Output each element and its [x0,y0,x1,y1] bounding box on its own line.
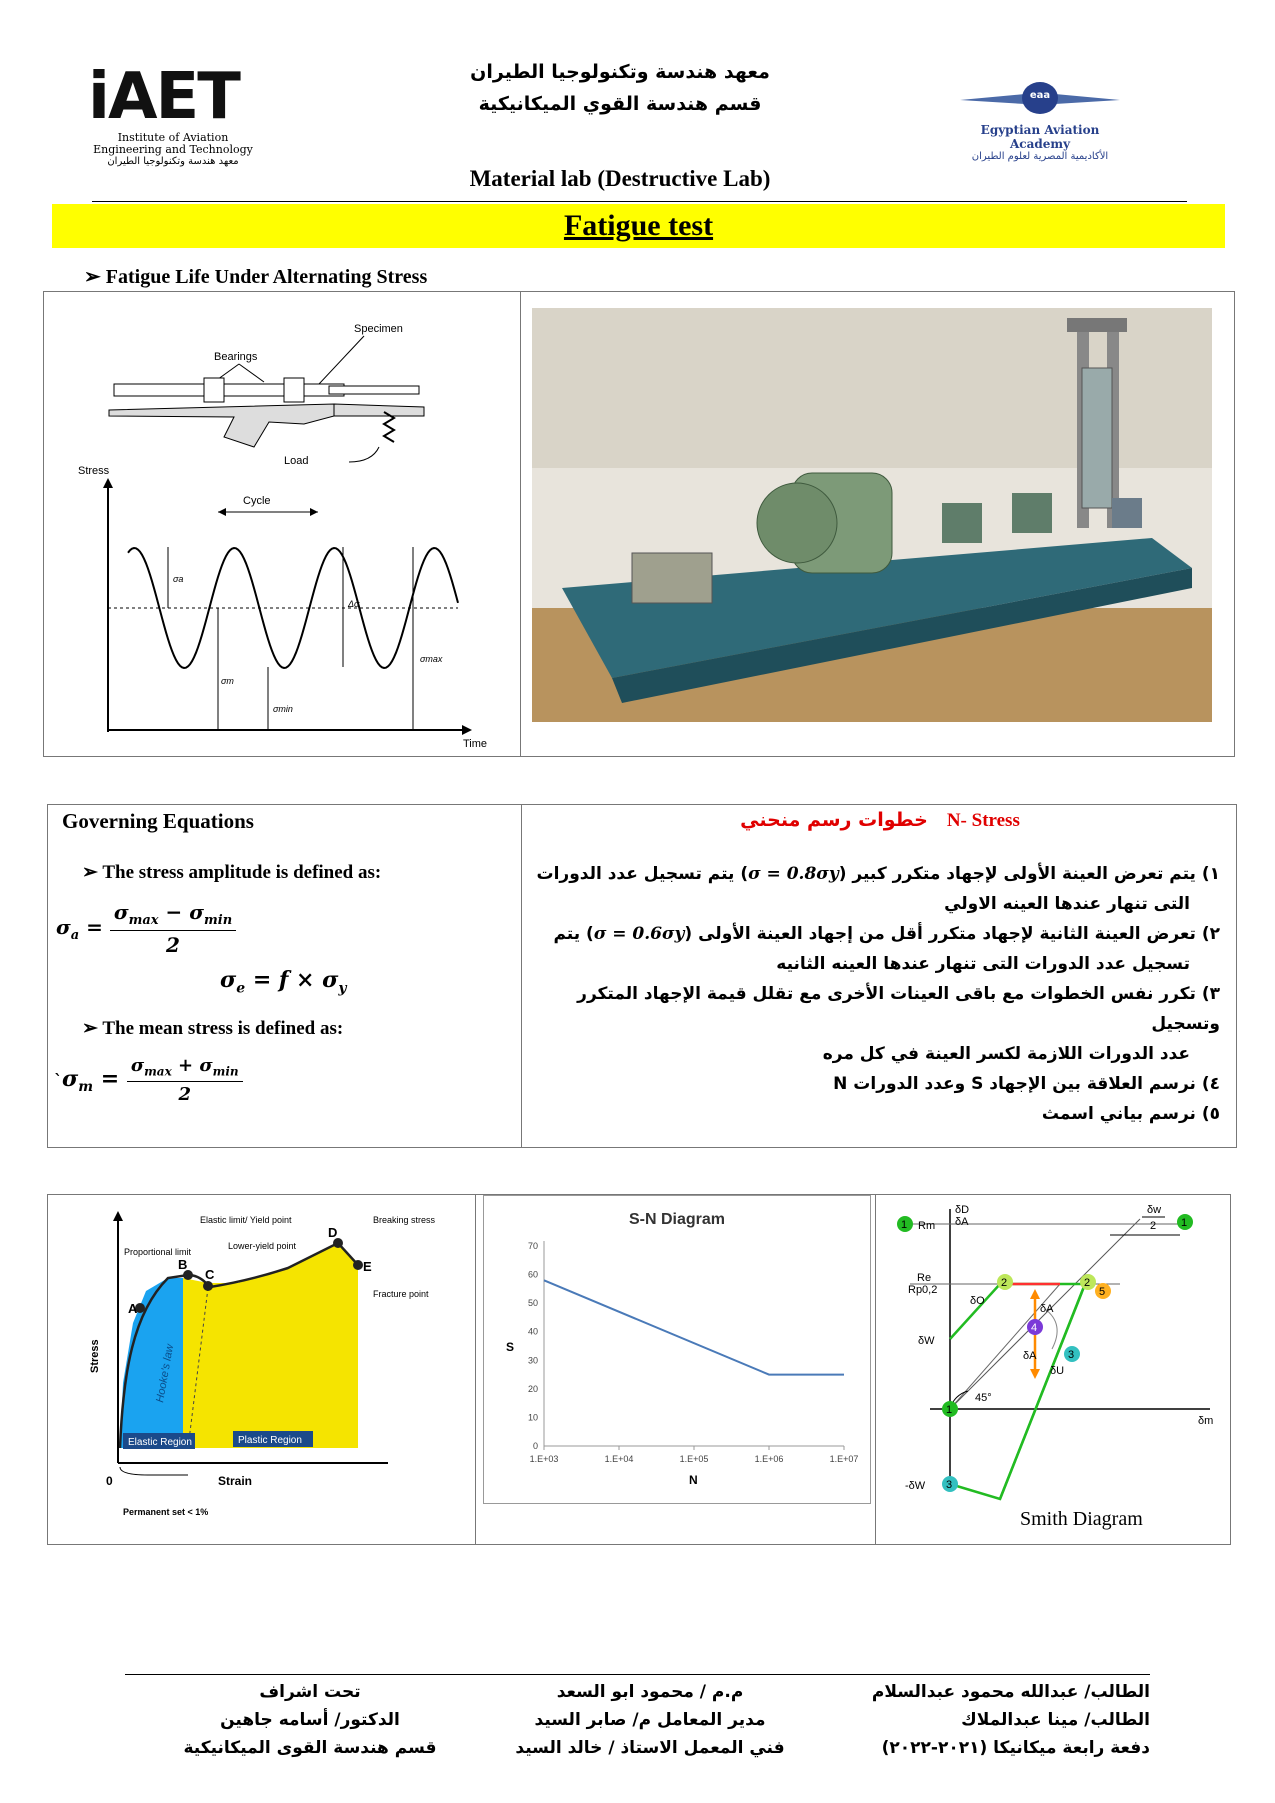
logo-mark: iAET [88,60,239,134]
breaking-stress-label: Breaking stress [373,1215,436,1225]
bearings-label: Bearings [214,351,258,363]
permanent-set-label: Permanent set < 1% [123,1507,209,1517]
specimen-label: Specimen [354,323,403,335]
sn-chart [484,1196,870,1503]
delta-a2-label: δA [1023,1350,1037,1362]
bullet-arrow-icon: ➢ [82,862,98,883]
x-axis-label: N [689,1473,698,1487]
header-rule [92,201,1187,202]
point-d: D [328,1225,338,1240]
supervisor-dept: قسم هندسة القوى الميكانيكية [183,1738,437,1758]
amplitude-equation: $\sigma_a$ = $\frac{\sigma_{max} - \sigma_{min}}{2}$ [56,900,236,957]
half-dw-num: δw [1147,1204,1162,1216]
angle-label: 45° [975,1392,992,1404]
stress-axis-label: Stress [89,1339,101,1373]
delta-d-label: δD [955,1204,970,1216]
strain-axis-label: Strain [218,1474,253,1488]
lab-title: Material lab (Destructive Lab) [469,166,771,191]
marker-2a: 2 [1001,1277,1008,1289]
academy-name-ar: الأكاديمية المصرية لعلوم الطيران [971,151,1109,162]
y-tick-label: 30 [527,1355,538,1366]
supervisor-name: الدكتور/ أسامه جاهين [220,1710,400,1730]
rp-label: Rp0,2 [908,1284,938,1296]
marker-1b: 1 [1181,1217,1188,1229]
proportional-limit-label: Proportional limit [124,1247,192,1257]
hookes-law-label: Hooke's law [154,1343,177,1404]
academy-name: Egyptian Aviation Academy [980,123,1100,151]
governing-title: Governing Equations [62,809,254,833]
stress-strain-diagram [88,1203,468,1538]
origin-label: 0 [106,1474,113,1488]
student-batch: دفعة رابعة ميكانيكا (٢٠٢١-٢٠٢٢) [881,1738,1150,1758]
fatigue-machine-schematic [104,312,434,472]
step-1-line-b: التى تنهار عندها العينه الاولي [944,894,1190,914]
left-logo [88,62,278,192]
y-tick-label: 60 [527,1269,538,1280]
step-2-line-b: تسجيل عدد الدورات التى تنهار عندها العينه الثانيه [776,954,1190,974]
chart-title: S-N Diagram [628,1211,726,1228]
fatigue-machine-photo [532,308,1212,722]
re-label: Re [917,1272,932,1284]
logo-line2: Engineering and Technology [93,143,253,156]
point-c: C [205,1267,215,1282]
y-tick-label: 70 [527,1241,538,1251]
marker-3a: 3 [1068,1349,1075,1361]
steps-list [528,859,1220,1129]
eaa-badge: eaa [1029,90,1051,101]
y-tick-label: 50 [527,1298,538,1309]
step-4: ٤) نرسم العلاقة بين الإجهاد S وعدد الدورات N [833,1074,1220,1094]
y-tick-label: 20 [527,1383,538,1394]
elastic-region-label: Elastic Region [128,1437,192,1448]
smith-diagram [880,1199,1228,1539]
marker-2b: 2 [1084,1277,1091,1289]
students-block [840,1678,1150,1762]
stress-wave [128,548,458,668]
step-2-line-a: ٢) تعرض العينة الثانية لإجهاد متكرر أقل من إجهاد العينة الأولى (σ = 0.6σy) يتم [553,924,1220,944]
student-1: الطالب/ عبدالله محمود عبدالسلام [871,1682,1150,1702]
delta-m-label: δm [1198,1415,1214,1427]
sigma-m-label: σm [221,676,234,686]
smith-caption: Smith Diagram [1020,1508,1143,1530]
delta-o-label: δO [970,1295,985,1307]
steps-title-ar: خطوات رسم منحني [740,809,928,831]
sigma-min-label: σmin [273,704,293,714]
fracture-point-label: Fracture point [373,1289,429,1299]
student-2: الطالب/ مينا عبدالملاك [961,1710,1150,1730]
section-heading: Fatigue Life Under Alternating Stress [105,266,428,288]
delta-a1-label: δA [1040,1303,1054,1315]
elastic-yield-label: Elastic limit/ Yield point [200,1215,292,1225]
point-b: B [178,1257,188,1272]
y-tick-label: 10 [527,1412,538,1423]
equations-box [47,804,1237,1148]
delta-sigma-label: Δσ [348,599,360,609]
step-5: ٥) نرسم بياني اسمث [1041,1104,1220,1124]
marker-1a: 1 [901,1219,908,1231]
delta-u-label: δU [1050,1365,1065,1377]
stress-axis-label: Stress [78,465,110,477]
y-tick-label: 40 [527,1326,538,1337]
lab-staff-3: فني المعمل الاستاذ / خالد السيد [515,1738,785,1758]
cycle-label: Cycle [243,495,271,507]
supervisor-block [180,1678,440,1762]
figure-box [43,291,1235,757]
title-banner [52,204,1225,248]
amplitude-text: The stress amplitude is defined as: [102,862,382,883]
x-tick-label: 1.E+05 [679,1454,709,1464]
lower-yield-label: Lower-yield point [228,1241,297,1251]
bullet-arrow-icon: ➢ [82,1018,98,1039]
y-axis-label: S [506,1340,515,1354]
x-tick-label: 1.E+06 [754,1454,784,1464]
load-label: Load [284,455,309,467]
supervisor-title: تحت اشراف [259,1682,361,1702]
half-dw-den: 2 [1150,1220,1157,1232]
point-a: A [128,1301,138,1316]
sn-series-line-0 [544,1280,844,1374]
step-3-line-a: ٣) تكرر نفس الخطوات مع باقى العينات الأخرى مع تقلل قيمة الإجهاد المتكرر وتسجيل [577,984,1220,1034]
rm-label: Rm [918,1220,936,1232]
endurance-equation: $\sigma_e = f \times \sigma_y$ [220,967,347,997]
marker-5: 5 [1099,1286,1106,1298]
plastic-region-label: Plastic Region [238,1435,302,1446]
lab-staff-1: م.م / محمود ابو السعد [556,1682,744,1702]
page-title: Fatigue test [563,209,714,242]
stress-cycle-diagram [68,462,508,752]
x-tick-label: 1.E+04 [604,1454,634,1464]
x-tick-label: 1.E+07 [829,1454,859,1464]
marker-4: 4 [1031,1322,1038,1334]
step-1-line-a: ١) يتم تعرض العينة الأولى لإجهاد متكرر كبير (σ = 0.8σy) يتم تسجيل عدد الدورات [536,864,1220,884]
sn-chart-frame [483,1195,871,1504]
delta-w-label: δW [918,1335,935,1347]
sigma-a-label: σa [173,574,184,584]
y-tick-label: 0 [532,1441,538,1451]
logo-line3: معهد هندسة وتكنولوجيا الطيران [107,156,239,167]
department-name: قسم هندسة القوي الميكانيكية [478,93,762,115]
mean-equation: $`\sigma_m$ = $\frac{\sigma_{max} + \sigma_{min}}{2}$ [54,1055,243,1105]
steps-title-red: N- Stress [946,810,1020,831]
institute-name: معهد هندسة وتكنولوجيا الطيران [470,61,770,83]
sigma-max-label: σmax [420,654,443,664]
neg-delta-w-label: -δW [905,1480,926,1492]
marker-1c: 1 [946,1404,953,1416]
logo-line1: Institute of Aviation [117,131,229,144]
time-axis-label: Time [463,738,488,750]
bullet-arrow-icon: ➢ [84,266,101,288]
prefix-mark: ` [54,1070,62,1090]
lab-staff-block [510,1678,790,1762]
mean-text: The mean stress is defined as: [102,1018,344,1039]
step-3-line-b: عدد الدورات اللازمة لكسر العينة في كل مره [822,1044,1190,1064]
x-tick-label: 1.E+03 [529,1454,559,1464]
delta-a-top-label: δA [955,1216,969,1228]
lab-staff-2: مدير المعامل م/ صابر السيد [534,1710,766,1730]
point-e: E [363,1259,372,1274]
diagrams-box [47,1194,1231,1545]
marker-3b: 3 [946,1479,953,1491]
footer-rule [125,1674,1150,1675]
right-logo [950,78,1130,168]
